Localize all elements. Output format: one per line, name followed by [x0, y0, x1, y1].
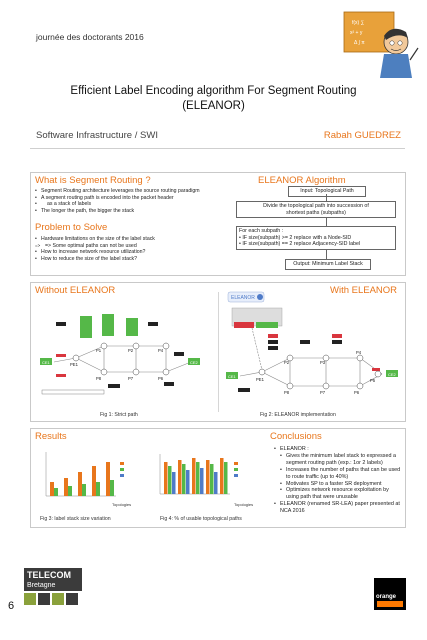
- fig3-legend-swatch: [120, 468, 124, 471]
- p7-label: P7: [320, 390, 326, 395]
- fig3-chart: [34, 448, 148, 516]
- pcep-label-box: [234, 322, 254, 328]
- algorithm-heading: ELEANOR Algorithm: [258, 175, 346, 186]
- fig2-caption: Fig 2: ELEANOR implementation: [260, 412, 336, 418]
- mascot-illustration: [334, 6, 420, 80]
- fig3-bar: [54, 488, 58, 496]
- ce2-label: CE2: [388, 372, 396, 377]
- bgp-ls-label-box: [256, 322, 278, 328]
- ce2-label: CE2: [190, 360, 198, 365]
- algo-rule-1-text: IF size(subpath) >= 2 replace with a Node-SID: [242, 234, 352, 241]
- panel-divider: [218, 292, 219, 412]
- orange-logo-bar: [377, 601, 403, 607]
- p2-label: P2: [128, 348, 134, 353]
- event-name: journée des doctorants 2016: [36, 32, 144, 42]
- department-label: Software Infrastructure / SWI: [36, 130, 158, 141]
- fig4-bar: [206, 460, 210, 494]
- fig4-legend-swatch: [234, 474, 238, 477]
- telecom-pattern: [24, 593, 82, 605]
- sr-bullet-list: [35, 188, 225, 214]
- page-number: 6: [8, 600, 15, 612]
- algo-rule-1: • IF size(subpath) >= 2 replace with a Node-SID: [239, 234, 352, 241]
- without-heading: Without ELEANOR: [35, 285, 116, 296]
- conclusion-item: • ELEANOR (renamed SR-LEA) paper presented at NCA 2016: [274, 501, 402, 515]
- fig4-bars: [164, 458, 228, 494]
- p6-label: P6: [158, 376, 164, 381]
- fig4-bar: [214, 472, 218, 494]
- p6-label: P6: [354, 390, 360, 395]
- fig4-bar: [220, 458, 224, 494]
- fig4-bar: [200, 468, 204, 494]
- algo-divide-line-2: shortest paths (subpaths): [286, 209, 346, 216]
- problem-bullet: • How to increase network resource utilization?: [35, 249, 225, 256]
- fig4-bar: [224, 462, 228, 494]
- fig3-legend: [120, 462, 124, 477]
- svg-text:x² + y: x² + y: [350, 30, 363, 36]
- fig3-bar: [106, 462, 110, 496]
- conclusion-item: • Gives the minimum label stack to expressed a segment routing path (exp.: 1or 2 labels): [280, 453, 402, 467]
- ce1-label: CE1: [228, 374, 236, 379]
- conclusions-heading: Conclusions: [270, 431, 322, 442]
- telecom-bretagne-logo: [24, 568, 82, 612]
- pattern-tile: [66, 593, 78, 605]
- fig3-bar: [64, 478, 68, 496]
- sr-bullet-continuation-text: as a stack of labels: [47, 201, 92, 208]
- fig3-bar: [50, 482, 54, 496]
- fig4-bar: [178, 460, 182, 494]
- orange-wordmark: orange: [376, 594, 397, 600]
- sr-bullet: • A segment routing path is encoded into the packet header: [35, 195, 225, 202]
- pe1-label: PE1: [256, 377, 264, 382]
- fig3-bar: [92, 466, 96, 496]
- problem-heading: Problem to Solve: [35, 222, 108, 233]
- algo-input-box: Input: Topological Path: [288, 186, 366, 197]
- sr-bullet: • Segment Routing architecture leverages the source routing paradigm: [35, 188, 225, 195]
- fig3-bar: [78, 472, 82, 496]
- p2-label: P2: [284, 360, 290, 365]
- algo-rule-2: • IF size(subpath) == 2 replace Adjacency-SID label: [239, 241, 361, 247]
- fig4-chart: [150, 452, 268, 516]
- title-line-1: Efficient Label Encoding algorithm For Segment Routing: [70, 85, 357, 97]
- fig4-bar: [168, 466, 172, 494]
- algo-foreach-label: For each subpath :: [239, 228, 284, 234]
- node-labels: [70, 348, 164, 381]
- eleanor-brand-label: ELEANOR: [231, 295, 255, 301]
- conclusions-list: [274, 446, 402, 515]
- fig3-bar: [82, 484, 86, 496]
- fig3-bar: [96, 482, 100, 496]
- pattern-tile: [24, 593, 36, 605]
- p8-label: P8: [96, 376, 102, 381]
- conclusion-item: • Motivates SP to a faster SR deployment: [280, 481, 402, 488]
- fig4-legend-swatch: [234, 462, 238, 465]
- fig3-legend-swatch: [120, 462, 124, 465]
- algo-foreach-box: [236, 226, 396, 250]
- fig4-legend-swatch: [234, 468, 238, 471]
- path-legend-box: [42, 390, 104, 394]
- p4-label: P4: [356, 350, 362, 355]
- fig4-xlabel: Topologies: [234, 502, 254, 507]
- bretagne-wordmark: Bretagne: [24, 582, 82, 591]
- fig4-bar: [164, 462, 168, 494]
- fig4-bar: [196, 462, 200, 494]
- fig4-bar: [210, 464, 214, 494]
- algo-divide-line-1: Divide the topological path into succession of: [263, 203, 369, 209]
- flow-arrow: [326, 218, 327, 226]
- fig3-bar: [68, 486, 72, 496]
- problem-bullet: • How to reduce the size of the label stack?: [35, 256, 225, 263]
- p5-label: P5: [370, 378, 376, 383]
- conclusion-item: • Increases the number of paths that can be used to route traffic (up to 40%): [280, 467, 402, 481]
- p3-label: P3: [320, 360, 326, 365]
- sr-heading: What is Segment Routing ?: [35, 175, 151, 186]
- p8-label: P8: [284, 390, 290, 395]
- fig3-xlabel: Topologies: [112, 502, 132, 507]
- svg-text:f(x) ∑: f(x) ∑: [352, 20, 365, 26]
- conclusion-item: • Optimizes network resource exploitation by using path that were unusable: [280, 487, 402, 501]
- author-name: Rabah GUEDREZ: [323, 130, 401, 141]
- fig4-bar: [192, 458, 196, 494]
- p1-label: P1: [96, 348, 102, 353]
- fig3-bars: [50, 462, 114, 496]
- title-line-2: (ELEANOR): [182, 100, 245, 112]
- strict-path-diagram: [36, 312, 212, 408]
- svg-text:Δ ∫ π: Δ ∫ π: [354, 40, 365, 46]
- algo-output-box: Output: Minimum Label Stack: [285, 259, 371, 270]
- problem-bullet-list: [35, 236, 225, 262]
- fig3-bar: [110, 480, 114, 496]
- fig3-legend-swatch: [120, 474, 124, 477]
- fig4-caption: Fig 4: % of usable topological paths: [160, 516, 242, 522]
- fig4-bar: [172, 472, 176, 494]
- label-stack-red: [268, 334, 380, 371]
- header-divider: [30, 148, 405, 149]
- pattern-tile: [38, 593, 50, 605]
- label-stack-green: [80, 314, 138, 338]
- pe1-label: PE1: [70, 362, 78, 367]
- eleanor-brand-icon: [257, 294, 263, 300]
- router-nodes: [73, 343, 169, 375]
- ce1-label: CE1: [42, 360, 50, 365]
- fig1-caption: Fig 1: Strict path: [100, 412, 138, 418]
- algo-divide-box: [236, 201, 396, 218]
- algo-rule-2-text: IF size(subpath) == 2 replace Adjacency-SID label: [242, 241, 361, 247]
- fig4-legend: [234, 462, 238, 477]
- flow-arrow: [326, 249, 327, 259]
- telecom-wordmark: TELECOM: [24, 568, 82, 582]
- fig3-caption: Fig 3: label stack size variation: [40, 516, 111, 522]
- fig4-bar: [186, 470, 190, 494]
- fig4-bar: [182, 464, 186, 494]
- results-heading: Results: [35, 431, 67, 442]
- flow-arrow: [326, 194, 327, 201]
- sr-bullet-continuation: [35, 201, 225, 208]
- problem-bullet: • Hardware limitations on the size of the label stack: [35, 236, 225, 243]
- sr-bullet: • The longer the path, the bigger the stack: [35, 208, 225, 215]
- problem-sub-bullet: => => Some optimal paths can not be used: [35, 243, 225, 250]
- p4-label: P4: [158, 348, 164, 353]
- eleanor-diagram: [222, 290, 404, 406]
- label-stack-red: [56, 354, 66, 377]
- pattern-tile: [52, 593, 64, 605]
- poster-title: [30, 84, 397, 114]
- with-heading: With ELEANOR: [330, 285, 398, 296]
- p7-label: P7: [128, 376, 134, 381]
- orange-logo: [374, 578, 406, 610]
- conclusion-item: • ELEANOR :: [274, 446, 402, 453]
